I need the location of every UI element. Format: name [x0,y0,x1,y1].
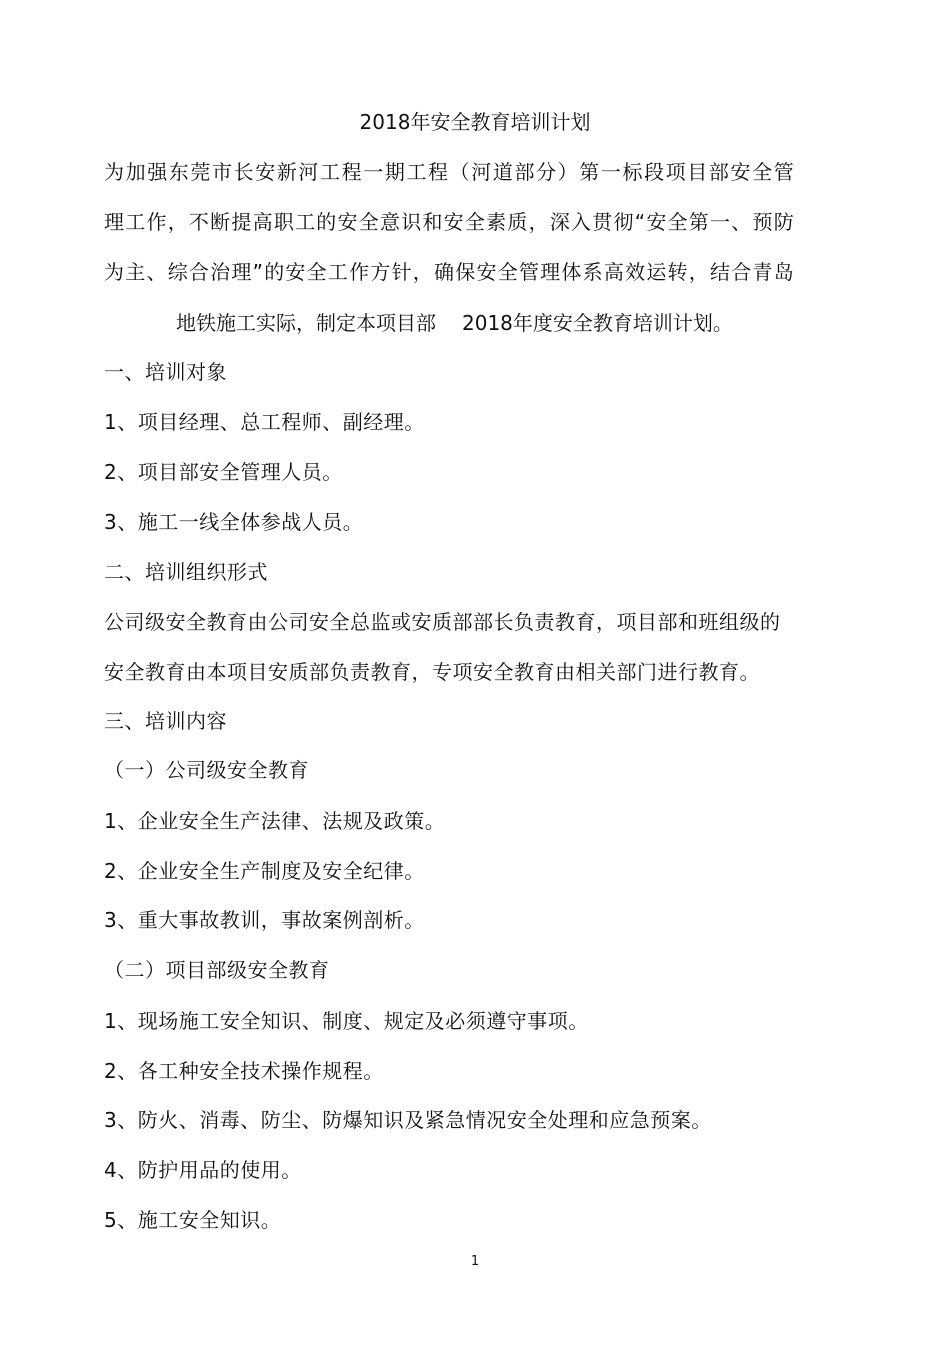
subsection-heading-project: （二）项目部级安全教育 [104,958,330,982]
list-item: 1、现场施工安全知识、制度、规定及必须遵守事项。 [104,1009,589,1033]
document-title: 2018年安全教育培训计划 [359,110,591,134]
intro-line-4 [176,309,733,337]
section-heading-content: 三、培训内容 [104,709,227,733]
list-item: 3、施工一线全体参战人员。 [104,510,364,534]
list-item: 2、项目部安全管理人员。 [104,460,343,484]
intro-line-2: 理工作，不断提高职工的安全意识和安全素质，深入贯彻“安全第一、预防 [104,210,794,234]
paragraph-line: 安全教育由本项目安质部负责教育，专项安全教育由相关部门进行教育。 [104,660,760,684]
list-item: 5、施工安全知识。 [104,1208,282,1232]
subsection-heading-company: （一）公司级安全教育 [104,758,309,782]
paragraph-line: 公司级安全教育由公司安全总监或安质部部长负责教育，项目部和班组级的 [104,610,781,634]
list-item: 2、企业安全生产制度及安全纪律。 [104,859,425,883]
intro-line-3: 为主、综合治理”的安全工作方针，确保安全管理体系高效运转，结合青岛 [104,260,794,284]
section-heading-targets: 一、培训对象 [104,360,227,384]
list-item: 1、项目经理、总工程师、副经理。 [104,410,425,434]
intro-line-4-part1: 地铁施工实际，制定本项目部 [176,311,436,335]
intro-line-1: 为加强东莞市长安新河工程一期工程（河道部分）第一标段项目部安全管 [104,160,794,184]
section-heading-organization: 二、培训组织形式 [104,560,268,584]
page-number: 1 [470,1254,480,1269]
list-item: 4、防护用品的使用。 [104,1158,302,1182]
list-item: 2、各工种安全技术操作规程。 [104,1059,384,1083]
intro-line-4-part2: 2018年度安全教育培训计划。 [462,311,733,335]
list-item: 3、重大事故教训，事故案例剖析。 [104,908,425,932]
list-item: 1、企业安全生产法律、法规及政策。 [104,809,446,833]
list-item: 3、防火、消毒、防尘、防爆知识及紧急情况安全处理和应急预案。 [104,1108,712,1132]
